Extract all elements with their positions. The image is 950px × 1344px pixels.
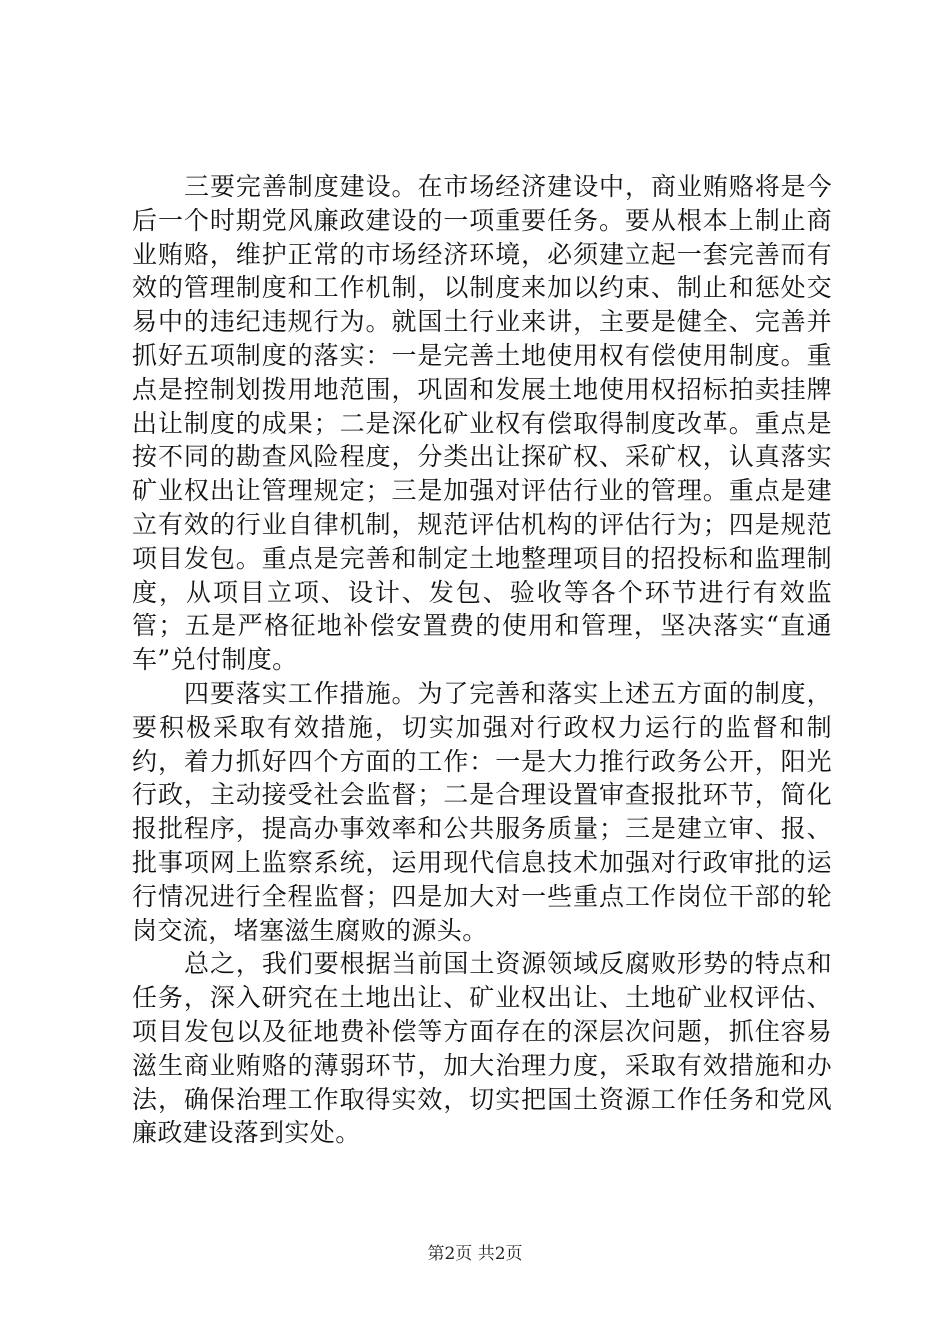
paragraph-conclusion: 总之，我们要根据当前国土资源领域反腐败形势的特点和任务，深入研究在土地出让、矿业权出让、土地矿业权评估、项目发包以及征地费补偿等方面存在的深层次问题，抓住容易滋生商业贿赂的薄弱环节，加大治理力度，采取有效措施和办法，确保治理工作取得实效，切实把国土资源工作任务和党风廉政建设落到实处。 xyxy=(132,949,832,1148)
document-body xyxy=(132,170,832,1150)
paragraph-institution-building: 三要完善制度建设。在市场经济建设中，商业贿赂将是今后一个时期党风廉政建设的一项重要任务。要从根本上制止商业贿赂，维护正常的市场经济环境，必须建立起一套完善而有效的管理制度和工作机制，以制度来加以约束、制止和惩处交易中的违纪违规行为。就国土行业来讲，主要是健全、完善并抓好五项制度的落实：一是完善土地使用权有偿使用制度。重点是控制划拨用地范围，巩固和发展土地使用权招标拍卖挂牌出让制度的成果；二是深化矿业权有偿取得制度改革。重点是按不同的勘查风险程度，分类出让探矿权、采矿权，认真落实矿业权出让管理规定；三是加强对评估行业的管理。重点是建立有效的行业自律机制，规范评估机构的评估行为；四是规范项目发包。重点是完善和制定土地整理项目的招投标和监理制度，从项目立项、设计、发包、验收等各个环节进行有效监管；五是严格征地补偿安置费的使用和管理，坚决落实“直通车”兑付制度。 xyxy=(132,172,832,675)
page-number-footer: 第2页 共2页 xyxy=(427,1244,523,1264)
paragraph-work-measures: 四要落实工作措施。为了完善和落实上述五方面的制度，要积极采取有效措施，切实加强对行政权力运行的监督和制约，着力抓好四个方面的工作：一是大力推行政务公开，阳光行政，主动接受社会监督；二是合理设置审查报批环节，简化报批程序，提高办事效率和公共服务质量；三是建立审、报、批事项网上监察系统，运用现代信息技术加强对行政审批的运行情况进行全程监督；四是加大对一些重点工作岗位干部的轮岗交流，堵塞滋生腐败的源头。 xyxy=(132,678,832,945)
